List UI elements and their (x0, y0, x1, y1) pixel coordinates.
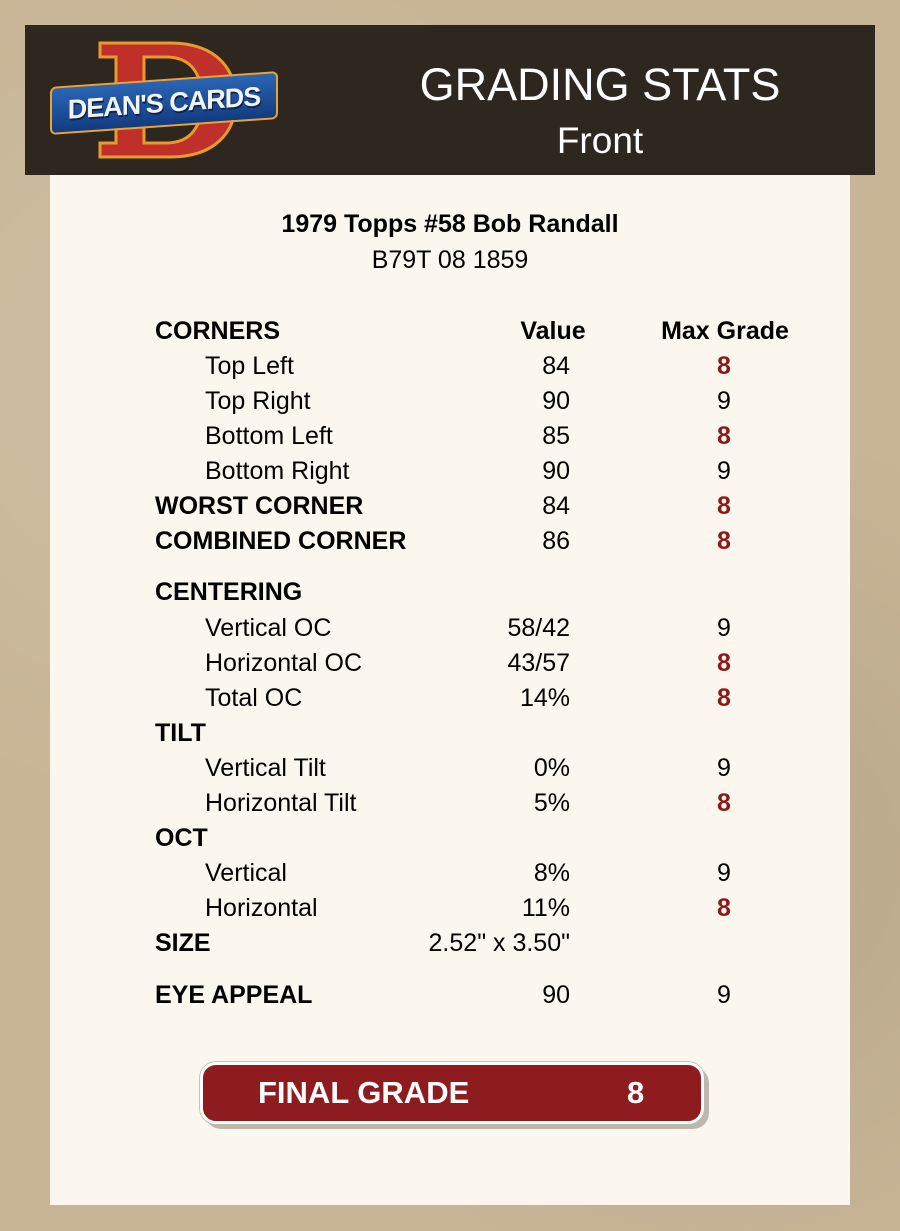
table-row (0, 613, 900, 643)
row-label: Horizontal OC (205, 649, 362, 677)
row-max-grade: 9 (717, 614, 731, 642)
final-grade-label: FINAL GRADE (258, 1075, 470, 1110)
table-row (0, 648, 900, 678)
row-max-grade: 8 (717, 684, 731, 712)
table-row (0, 753, 900, 783)
card-name: 1979 Topps #58 Bob Randall (281, 210, 619, 238)
row-value: 84 (542, 352, 570, 380)
page-title: GRADING STATS (419, 59, 781, 110)
section-row (0, 718, 900, 748)
row-max-grade: 9 (717, 754, 731, 782)
section-row (0, 316, 900, 346)
card-code: B79T 08 1859 (371, 246, 529, 274)
row-label: Bottom Left (205, 422, 333, 450)
section-row (0, 928, 900, 958)
section-row (0, 980, 900, 1010)
section-row (0, 526, 900, 556)
logo-text: DEAN'S CARDS (67, 80, 261, 125)
row-value: 90 (542, 981, 570, 1009)
row-value: 8% (533, 859, 570, 887)
row-max-grade: 8 (717, 894, 731, 922)
page-subtitle: Front (556, 120, 644, 161)
row-max-grade: 9 (717, 981, 731, 1009)
table-row (0, 456, 900, 486)
table-row (0, 683, 900, 713)
row-value: 90 (542, 387, 570, 415)
value-column-header: Value (520, 317, 586, 345)
table-row (0, 858, 900, 888)
section-row (0, 823, 900, 853)
row-label: WORST CORNER (155, 492, 364, 520)
logo-banner (50, 71, 278, 135)
section-row (0, 577, 900, 607)
row-value: 86 (542, 527, 570, 555)
row-label: Total OC (205, 684, 303, 712)
row-value: 5% (533, 789, 570, 817)
row-value: 58/42 (507, 614, 570, 642)
row-label: Bottom Right (205, 457, 350, 485)
row-label: OCT (155, 824, 208, 852)
table-row (0, 351, 900, 381)
row-max-grade: 8 (717, 352, 731, 380)
row-max-grade: 8 (717, 492, 731, 520)
section-row (0, 491, 900, 521)
row-label: Top Right (205, 387, 311, 415)
row-label: Vertical OC (205, 614, 332, 642)
row-label: Horizontal (205, 894, 318, 922)
table-row (0, 386, 900, 416)
row-max-grade: 8 (717, 422, 731, 450)
row-label: TILT (155, 719, 206, 747)
row-max-grade: 9 (717, 457, 731, 485)
row-max-grade: 9 (717, 387, 731, 415)
row-max-grade: 8 (717, 649, 731, 677)
header-bar (25, 25, 875, 175)
row-label: CENTERING (155, 578, 303, 606)
row-label: COMBINED CORNER (155, 527, 407, 555)
row-max-grade: 9 (717, 859, 731, 887)
table-row (0, 421, 900, 451)
row-value: 2.52" x 3.50" (428, 929, 570, 957)
deans-cards-logo (47, 37, 279, 162)
row-max-grade: 8 (717, 527, 731, 555)
row-label: Horizontal Tilt (205, 789, 357, 817)
row-value: 85 (542, 422, 570, 450)
row-value: 90 (542, 457, 570, 485)
final-grade-value: 8 (627, 1075, 645, 1110)
row-value: 84 (542, 492, 570, 520)
table-row (0, 788, 900, 818)
row-label: Top Left (205, 352, 294, 380)
row-value: 0% (533, 754, 570, 782)
row-max-grade: 8 (717, 789, 731, 817)
row-label: Vertical Tilt (205, 754, 326, 782)
row-label: Vertical (205, 859, 287, 887)
max-grade-column-header: Max Grade (661, 317, 789, 345)
row-value: 14% (519, 684, 570, 712)
final-grade-badge (200, 1062, 704, 1124)
row-value: 11% (521, 894, 570, 922)
row-label: EYE APPEAL (155, 981, 313, 1009)
row-label: SIZE (155, 929, 211, 957)
table-row (0, 893, 900, 923)
row-value: 43/57 (507, 649, 570, 677)
row-label: CORNERS (155, 317, 281, 345)
